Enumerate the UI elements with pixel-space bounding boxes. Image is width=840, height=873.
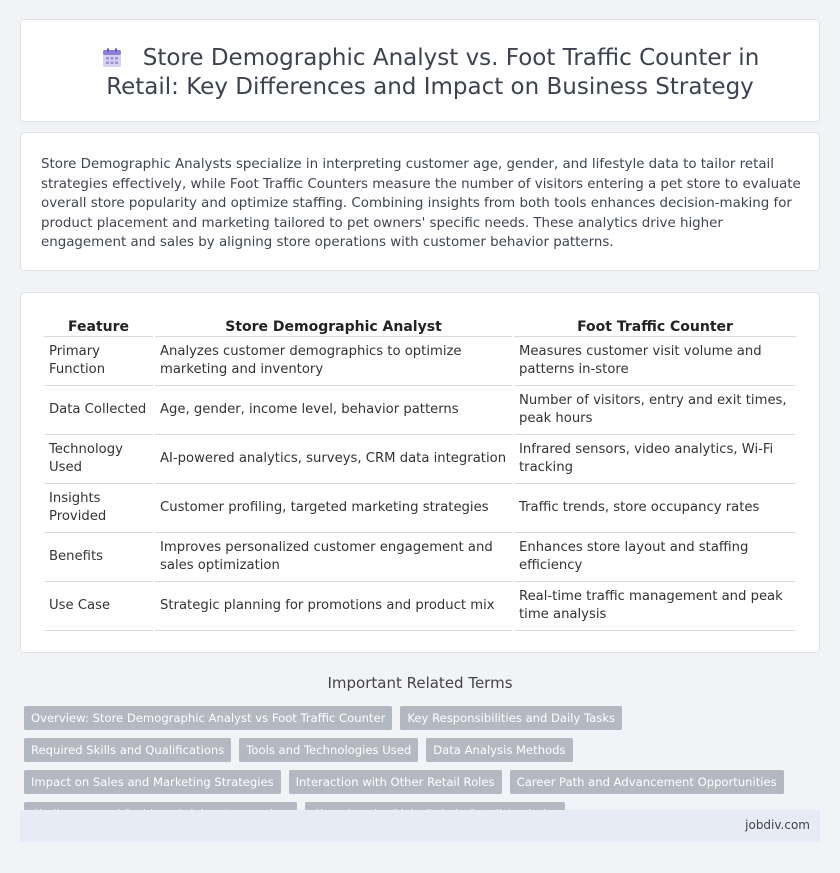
- row-counter: Enhances store layout and staffing efficiency: [514, 533, 796, 582]
- row-feature: Technology Used: [44, 435, 153, 484]
- comparison-card: [20, 292, 820, 653]
- row-feature: Insights Provided: [44, 484, 153, 533]
- related-term-tag[interactable]: Tools and Technologies Used: [239, 738, 418, 762]
- row-analyst: Age, gender, income level, behavior patterns: [155, 386, 512, 435]
- header-feature: Feature: [44, 315, 153, 337]
- row-analyst: Customer profiling, targeted marketing strategies: [155, 484, 512, 533]
- related-term-tag[interactable]: Key Responsibilities and Daily Tasks: [400, 706, 622, 730]
- row-analyst: Strategic planning for promotions and product mix: [155, 582, 512, 631]
- intro-card: [20, 132, 820, 271]
- row-counter: Number of visitors, entry and exit times, peak hours: [514, 386, 796, 435]
- related-term-tag[interactable]: Required Skills and Qualifications: [24, 738, 231, 762]
- table-row: [44, 337, 796, 386]
- intro-paragraph: Store Demographic Analysts specialize in interpreting customer age, gender, and lifestyle data to tailor retail strategies effectively, while Foot Traffic Counters measure the number of visitors entering a pet store to evaluate overall store popularity and optimize staffing. Combining insights from both tools enhances decision-making for product placement and marketing tailored to pet owners' specific needs. These analytics drive higher engagement and sales by aligning store operations with customer behavior patterns.: [41, 157, 801, 251]
- row-counter: Measures customer visit volume and patterns in-store: [514, 337, 796, 386]
- row-feature: Primary Function: [44, 337, 153, 386]
- related-term-tag[interactable]: Interaction with Other Retail Roles: [289, 770, 502, 794]
- table-row: [44, 435, 796, 484]
- row-counter: Infrared sensors, video analytics, Wi-Fi tracking: [514, 435, 796, 484]
- table-header-row: [44, 315, 796, 337]
- page-title-wrap: [61, 44, 799, 102]
- table-row: [44, 533, 796, 582]
- header-foot-traffic-counter: Foot Traffic Counter: [514, 315, 796, 337]
- row-analyst: Improves personalized customer engagement and sales optimization: [155, 533, 512, 582]
- footer: [20, 810, 820, 842]
- header-card: [20, 19, 820, 122]
- related-terms-title: Important Related Terms: [327, 674, 513, 692]
- row-feature: Benefits: [44, 533, 153, 582]
- related-term-tag[interactable]: Overview: Store Demographic Analyst vs Foot Traffic Counter: [24, 706, 392, 730]
- row-analyst: AI-powered analytics, surveys, CRM data integration: [155, 435, 512, 484]
- table-row: [44, 386, 796, 435]
- related-term-tag[interactable]: Data Analysis Methods: [426, 738, 572, 762]
- row-counter: Real-time traffic management and peak time analysis: [514, 582, 796, 631]
- calendar-icon: [101, 47, 123, 69]
- footer-site-link[interactable]: jobdiv.com: [745, 818, 810, 832]
- related-term-tag[interactable]: Impact on Sales and Marketing Strategies: [24, 770, 281, 794]
- related-terms-list: [24, 706, 814, 826]
- comparison-table: [42, 315, 798, 631]
- table-row: [44, 582, 796, 631]
- table-row: [44, 484, 796, 533]
- row-feature: Use Case: [44, 582, 153, 631]
- row-feature: Data Collected: [44, 386, 153, 435]
- header-store-demographic-analyst: Store Demographic Analyst: [155, 315, 512, 337]
- row-counter: Traffic trends, store occupancy rates: [514, 484, 796, 533]
- row-analyst: Analyzes customer demographics to optimize marketing and inventory: [155, 337, 512, 386]
- related-term-tag[interactable]: Career Path and Advancement Opportunities: [510, 770, 784, 794]
- page-title: Store Demographic Analyst vs. Foot Traffic Counter in Retail: Key Differences and Impact on Business Strategy: [106, 45, 760, 100]
